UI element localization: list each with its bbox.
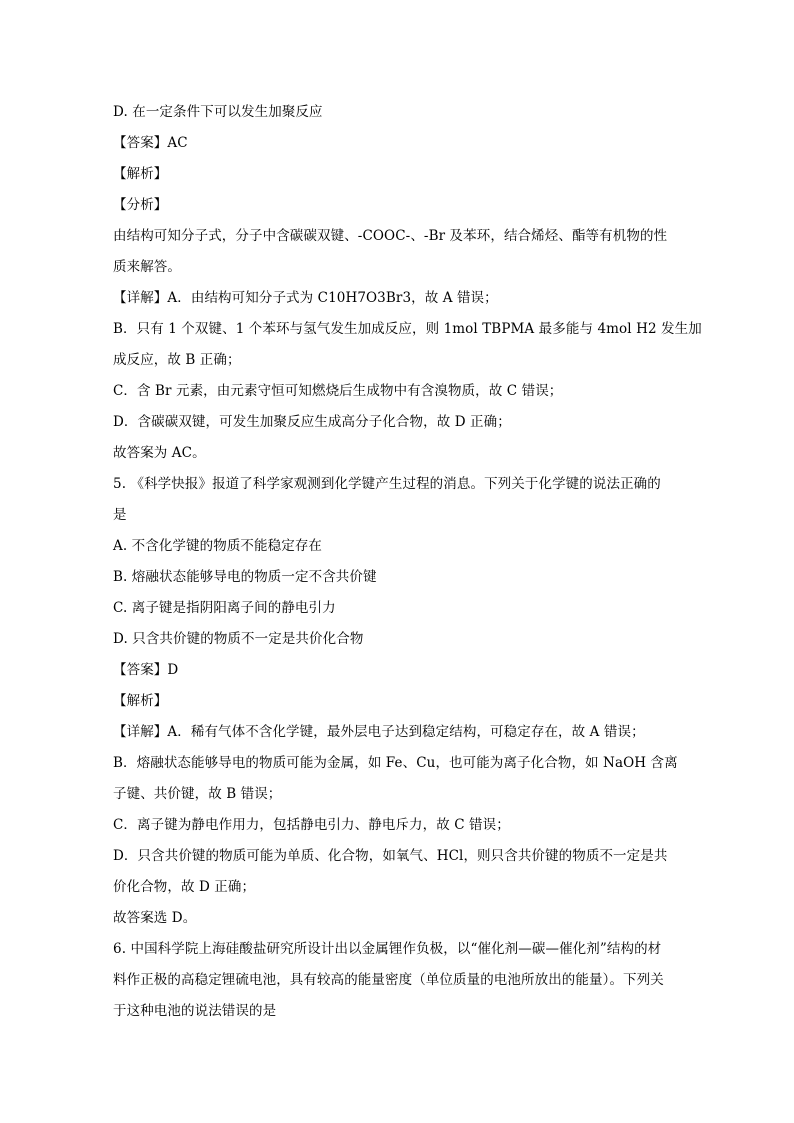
analysis-subheading: 【分析】 xyxy=(113,197,168,213)
detail-line: D．只含共价键的物质可能为单质、化合物，如氧气、HCl，则只含共价键的物质不一定是共 xyxy=(113,848,668,864)
detail-line: B．熔融状态能够导电的物质可能为金属，如 Fe、Cu，也可能为离子化合物，如 NaOH 含离 xyxy=(113,755,678,771)
detail-line: C．离子键为静电作用力，包括静电引力、静电斥力，故 C 错误； xyxy=(113,817,510,833)
conclusion-line: 故答案选 D。 xyxy=(113,910,197,926)
analysis-text-line: 由结构可知分子式，分子中含碳碳双键、-COOC-、-Br 及苯环，结合烯烃、酯等有机物的性 xyxy=(113,228,668,244)
analysis-text-line: 质来解答。 xyxy=(113,259,181,275)
detail-line: 成反应，故 B 正确； xyxy=(113,352,241,368)
answer-label: 【答案】D xyxy=(113,662,179,678)
detail-line: C．含 Br 元素，由元素守恒可知燃烧后生成物中有含溴物质，故 C 错误； xyxy=(113,383,563,399)
detail-line: 子键、共价键，故 B 错误； xyxy=(113,786,282,802)
detail-line: 【详解】A．稀有气体不含化学键，最外层电子达到稳定结构，可稳定存在，故 A 错误； xyxy=(113,724,645,740)
question-5-option-b: B. 熔融状态能够导电的物质一定不含共价键 xyxy=(113,569,377,585)
detail-line: D．含碳碳双键，可发生加聚反应生成高分子化合物，故 D 正确； xyxy=(113,414,511,430)
answer-label: 【答案】AC xyxy=(113,135,188,151)
option-d-text: D. 在一定条件下可以发生加聚反应 xyxy=(113,104,323,120)
question-5-stem: 是 xyxy=(113,507,127,523)
analysis-heading: 【解析】 xyxy=(113,693,168,709)
question-6-stem: 6. 中国科学院上海硅酸盐研究所设计出以金属锂作负极，以“催化剂—碳—催化剂”结构的材 xyxy=(113,941,662,957)
detail-line: 价化合物，故 D 正确； xyxy=(113,879,256,895)
detail-line: 【详解】A．由结构可知分子式为 C10H7O3Br3，故 A 错误； xyxy=(113,290,498,306)
question-5-option-d: D. 只含共价键的物质不一定是共价化合物 xyxy=(113,631,364,647)
question-6-stem: 于这种电池的说法错误的是 xyxy=(113,1003,277,1019)
conclusion-line: 故答案为 AC。 xyxy=(113,445,206,461)
document-page xyxy=(113,97,702,1027)
question-6-stem: 料作正极的高稳定锂硫电池，具有较高的能量密度（单位质量的电池所放出的能量）。下列关 xyxy=(113,972,664,988)
detail-line: B．只有 1 个双键、1 个苯环与氢气发生加成反应，则 1mol TBPMA 最多能与 4mol H2 发生加 xyxy=(113,321,702,337)
question-5-stem: 5. 《科学快报》报道了科学家观测到化学键产生过程的消息。下列关于化学键的说法正确的 xyxy=(113,476,661,492)
question-5-option-c: C. 离子键是指阴阳离子间的静电引力 xyxy=(113,600,336,616)
analysis-heading: 【解析】 xyxy=(113,166,168,182)
question-5-option-a: A. 不含化学键的物质不能稳定存在 xyxy=(113,538,323,554)
